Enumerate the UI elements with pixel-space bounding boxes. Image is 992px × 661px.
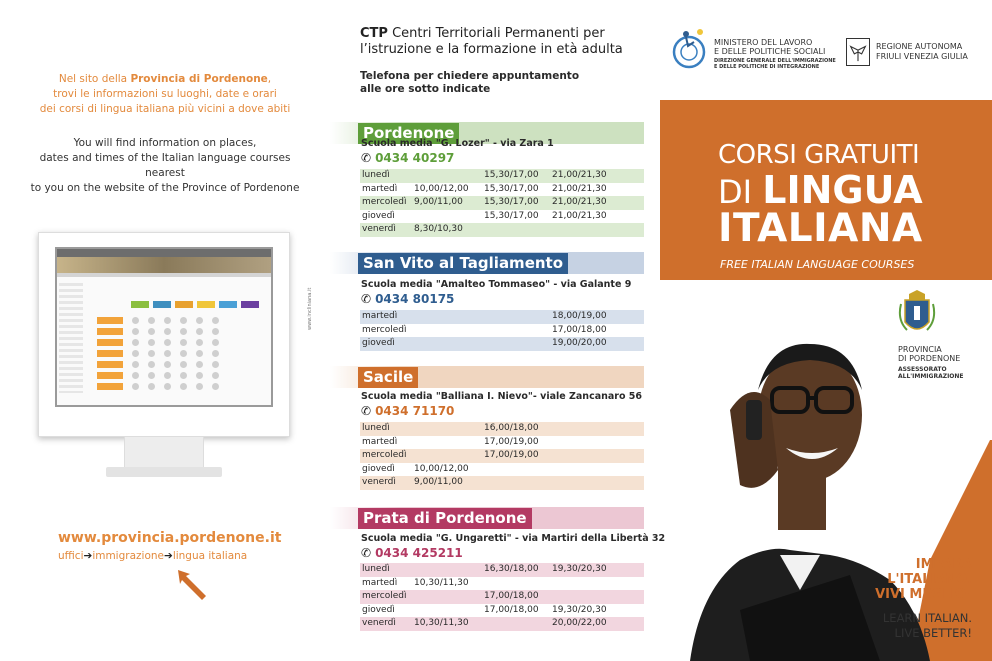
phone-icon: ✆ [361, 546, 372, 560]
middle-panel [330, 0, 666, 661]
province-name: PROVINCIA DI PORDENONE [898, 345, 961, 363]
school-name: Scuola media "G. Lozer" - via Zara 1 [361, 138, 554, 149]
headline-english: FREE ITALIAN LANGUAGE COURSES [720, 258, 915, 271]
schedule-row: lunedì 16,30/18,00 19,30/20,30 [360, 563, 644, 577]
eagle-icon [847, 39, 869, 65]
intro-english: You will find information on places, dates and times of the Italian language courses nearest to you on the website of the Province of Pordenone [30, 137, 300, 194]
phone-number: ✆ 0434 425211 [361, 546, 463, 560]
province-crest-icon [897, 290, 937, 340]
schedule-table [360, 563, 644, 631]
phone-icon: ✆ [361, 404, 372, 418]
schedule-table [360, 422, 644, 490]
phone-icon: ✆ [361, 292, 372, 306]
schedule-row: martedì 18,00/19,00 [360, 310, 644, 324]
location-name: Sacile [358, 367, 418, 388]
ctp-heading: CTP Centri Territoriali Permanenti per l’istruzione e la formazione in età adulta [360, 26, 623, 57]
schedule-row: mercoledì 17,00/18,00 [362, 324, 607, 335]
website-url[interactable]: www.provincia.pordenone.it [58, 530, 282, 546]
school-name: Scuola media "Balliana I. Nievo"- viale Zancanaro 56 [361, 391, 643, 402]
phone-number: ✆ 0434 40297 [361, 151, 455, 165]
location-name: San Vito al Tagliamento [358, 253, 568, 274]
schedule-row: martedì 10,30/11,30 [362, 577, 469, 588]
schedule-table [360, 310, 644, 351]
ministry-department: DIREZIONE GENERALE DELL'IMMIGRAZIONE E DELLE POLITICHE DI INTEGRAZIONE [714, 58, 836, 70]
school-name: Scuola media "G. Ungaretti" - via Martiri della Libertà 32 [361, 533, 666, 544]
location-band [330, 366, 644, 388]
intro-italian: Nel sito della Provincia di Pordenone, trovi le informazioni su luoghi, date e orari dei corsi di lingua italiana più vicini a dove abiti [39, 73, 291, 115]
location-name: Prata di Pordenone [358, 508, 532, 529]
schedule-row: lunedì 15,30/17,00 21,00/21,30 [360, 169, 644, 183]
navigation-path: uffici➔immigrazione➔lingua italiana [58, 550, 248, 562]
ministry-logo-icon [670, 26, 708, 72]
location-band [330, 507, 644, 529]
headline-line2: DI LINGUA [718, 168, 923, 212]
cursor-arrow-icon [176, 568, 210, 602]
monitor-base [106, 467, 222, 477]
slogan-italian: IMPARA L'ITALIANO. VIVI MEGLIO! [875, 557, 972, 602]
headline-line1: CORSI GRATUITI [718, 140, 920, 170]
headline-line3: ITALIANA [718, 206, 923, 251]
phone-note: Telefona per chiedere appuntamento alle ore sotto indicate [360, 70, 580, 95]
side-credit: www.incliniana.it [307, 287, 313, 330]
schedule-row: mercoledì 17,00/18,00 [360, 590, 644, 604]
schedule-row: giovedì 15,30/17,00 21,00/21,30 [362, 210, 607, 221]
school-name: Scuola media "Amalteo Tommaseo" - via Galante 9 [361, 279, 632, 290]
location-band [330, 252, 644, 274]
schedule-row: venerdì 8,30/10,30 [360, 223, 644, 237]
monitor-stand [124, 437, 204, 467]
schedule-row: mercoledì 17,00/19,00 [360, 449, 644, 463]
ministry-name: MINISTERO DEL LAVORO E DELLE POLITICHE SOCIALI [714, 38, 826, 56]
location-name: Pordenone [358, 123, 459, 144]
province-name-bold: Provincia di Pordenone [130, 73, 268, 85]
left-panel [0, 0, 330, 661]
assessorato: ASSESSORATO ALL'IMMIGRAZIONE [898, 366, 964, 380]
schedule-row: mercoledì 9,00/11,00 15,30/17,00 21,00/21,30 [360, 196, 644, 210]
schedule-table [360, 169, 644, 237]
schedule-row: lunedì 16,00/18,00 [360, 422, 644, 436]
schedule-row: martedì 17,00/19,00 [362, 436, 539, 447]
website-screenshot [55, 247, 273, 407]
schedule-row: venerdì 9,00/11,00 [360, 476, 644, 490]
phone-number: ✆ 0434 71170 [361, 404, 455, 418]
schedule-row: martedì 10,00/12,00 15,30/17,00 21,00/21,30 [362, 183, 607, 194]
schedule-row: giovedì 19,00/20,00 [360, 337, 644, 351]
slogan-english: LEARN ITALIAN. LIVE BETTER! [882, 611, 972, 640]
region-logo [846, 38, 870, 66]
phone-number: ✆ 0434 80175 [361, 292, 455, 306]
phone-icon: ✆ [361, 151, 372, 165]
schedule-row: giovedì 10,00/12,00 [362, 463, 469, 474]
monitor-illustration [38, 232, 290, 437]
schedule-row: giovedì 17,00/18,00 19,30/20,30 [362, 604, 607, 615]
region-name: REGIONE AUTONOMA FRIULI VENEZIA GIULIA [876, 42, 968, 61]
schedule-row: venerdì 10,30/11,30 20,00/22,00 [360, 617, 644, 631]
right-panel [660, 0, 992, 661]
